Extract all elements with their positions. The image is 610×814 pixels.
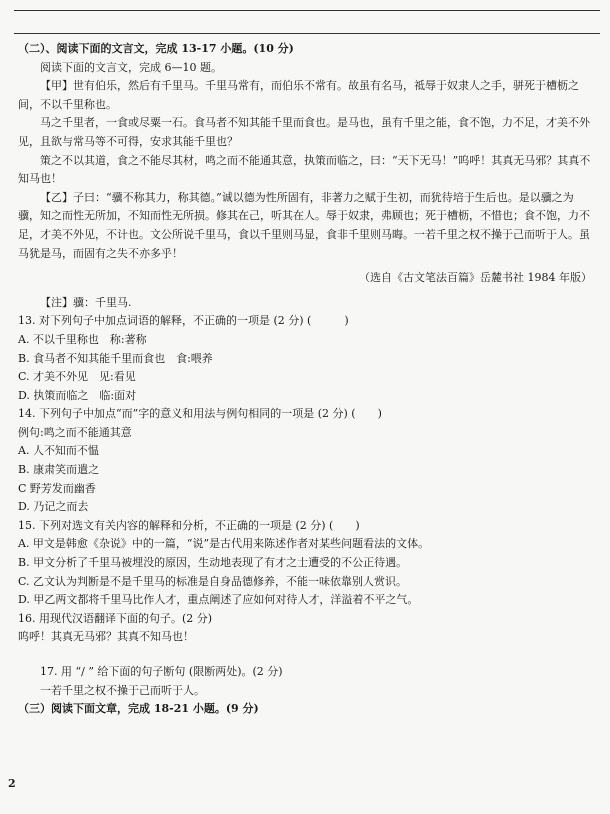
q16-stem: 16. 用现代汉语翻译下面的句子。(2 分) — [18, 611, 213, 625]
q13-option-c: C. 才美不外见 见:看见 — [18, 370, 136, 384]
q17-stem: 17. 用 “/ ” 给下面的句子断句 (限断两处)。(2 分) — [40, 665, 283, 678]
q14-option-d: D. 乃记之而去 — [18, 500, 89, 514]
instruction: 阅读下面的文言文，完成 6—10 题。 — [40, 60, 222, 74]
question-14 — [18, 405, 592, 517]
jia-paragraph-3: 策之不以其道，食之不能尽其材，鸣之而不能通其意，执策而临之，曰：“天下无马！”呜呼！其真无马邪？其真不知马也！ — [18, 153, 591, 186]
header-underline — [14, 33, 600, 34]
question-13 — [18, 312, 592, 405]
answer-space — [18, 647, 592, 663]
section3-title: （三）阅读下面文章，完成 18-21 小题。(9 分) — [18, 702, 259, 716]
q14-option-a: A. 人不知而不愠 — [18, 444, 99, 458]
yi-paragraph: 【乙】子曰：“骥不称其力，称其德。”诚以德为性所固有，非著力之赋于生初，而犹待培于生后也。是以骥之为骥，知之而性无所加，不知而性无所损。修其在己，听其在人。辱于奴隶，弗顾也；死于槽枥，不惜也；食不饱，力不足，才美不外见，不计也。文公所说千里马，食以千里则马显，食非千里则马晦。一若千里之权不操于己而听于人。虽马犹是马，而固有之失不亦多乎！ — [18, 190, 590, 260]
q15-option-c: C. 乙文认为判断是不是千里马的标准是自身品德修养，不能一味依靠别人赏识。 — [18, 574, 408, 588]
q15-stem: 15. 下列对选文有关内容的解释和分析，不正确的一项是 (2 分) ( ) — [18, 518, 360, 532]
q17-sentence: 一若千里之权不操于己而听于人。 — [40, 683, 205, 697]
section2-title: （二）、阅读下面的文言文，完成 13-17 小题。(10 分) — [18, 42, 294, 55]
question-17 — [18, 663, 592, 700]
jia-paragraph-2: 马之千里者，一食或尽粟一石。食马者不知其能千里而食也。是马也，虽有千里之能，食不饱，力不足，才美不外见，且欲与常马等不可得，安求其能千里也？ — [18, 116, 590, 148]
question-15 — [18, 517, 592, 610]
annotation-note: 【注】骥：千里马. — [40, 295, 132, 309]
q15-option-d: D. 甲乙两文都将千里马比作人才，重点阐述了应如何对待人才，洋溢着不平之气。 — [18, 593, 419, 607]
q15-option-a: A. 甲文是韩愈《杂说》中的一篇，“说”是古代用来陈述作者对某些问题看法的文体。 — [18, 537, 430, 551]
jia-paragraph-1: 【甲】世有伯乐，然后有千里马。千里马常有，而伯乐不常有。故虽有名马，祗辱于奴隶人之手，骈死于槽枥之间，不以千里称也。 — [18, 79, 579, 111]
page-number: 2 — [8, 777, 16, 790]
q13-stem: 13. 对下列句子中加点词语的解释，不正确的一项是 (2 分) ( ) — [18, 314, 349, 328]
source-citation: （选自《古文笔法百篇》岳麓书社 1984 年版） — [359, 271, 592, 285]
exam-content — [18, 40, 592, 719]
question-16 — [18, 610, 592, 647]
q14-option-b: B. 康肃笑而遣之 — [18, 463, 100, 477]
top-rule — [14, 10, 600, 11]
q13-option-a: A. 不以千里称也 称:著称 — [18, 332, 147, 346]
q13-option-d: D. 执策而临之 临:面对 — [18, 388, 137, 402]
q14-example: 例句:鸣之而不能通其意 — [18, 425, 132, 439]
q13-option-b: B. 食马者不知其能千里而食也 食:喂养 — [18, 351, 213, 365]
q15-option-b: B. 甲文分析了千里马被埋没的原因，生动地表现了有才之士遭受的不公正待遇。 — [18, 556, 408, 570]
q14-option-c: C 野芳发而幽香 — [18, 481, 96, 495]
q16-sentence: 呜呼！其真无马邪？其真不知马也！ — [18, 630, 194, 644]
q14-stem: 14. 下列句子中加点“而”字的意义和用法与例句相同的一项是 (2 分) ( ) — [18, 407, 382, 421]
